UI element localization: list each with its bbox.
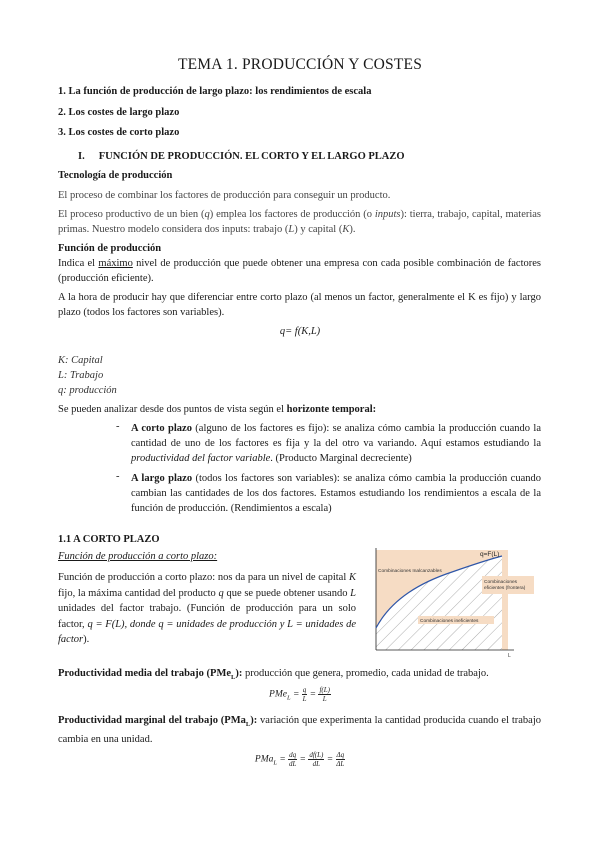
pme-definition: Productividad media del trabajo (PMe$_L$): producción que genera, promedio, cada unidad de trabajo. — [58, 668, 489, 682]
bullet-short-run: A corto plazo (alguno de los factores es fijo): se analiza cómo cambia la producción cuando la cantidad de uno de los factores es fija y la del otro va variando. Aquí estamos estudiando la productividad del factor variable. (Producto Marginal decreciente) — [131, 423, 541, 464]
toc-item-2: 2. Los costes de largo plazo — [58, 107, 180, 118]
pma-frac-2: $\frac{df(L)}{dL}$ — [309, 751, 324, 768]
label-ineficientes: Combinaciones ineficientes — [420, 619, 479, 624]
pme-frac-2: $\frac{f(L)}{L}$ — [319, 686, 330, 703]
pme-formula: PMe$_L$ = $\frac{q}{L}$ = $\frac{f(L)}{L}$ — [269, 686, 330, 703]
prodfn-heading: Función de producción — [58, 243, 162, 254]
bullet-dash-2: - — [116, 471, 120, 482]
horizon-intro: Se pueden analizar desde dos puntos de vista según el horizonte temporal: — [58, 404, 377, 415]
section-number: I. — [78, 151, 85, 162]
pma-formula: PMa$_L$ = $\frac{dq}{dL}$ = $\frac{df(L)}{dL}$ = $\frac{\Delta q}{\Delta L}$ — [254, 751, 345, 768]
variable-list — [58, 353, 117, 398]
label-inalcanzables: Combinaciones Inalcanzables — [378, 569, 442, 574]
shortrun-heading: 1.1 A CORTO PLAZO — [58, 534, 160, 545]
page-title: TEMA 1. PRODUCCIÓN Y COSTES — [177, 56, 423, 73]
pma-frac-1: $\frac{dq}{dL}$ — [288, 751, 297, 768]
toc-item-1: 1. La función de producción de largo plazo: los rendimientos de escala — [58, 86, 372, 97]
section-title: FUNCIÓN DE PRODUCCIÓN. EL CORTO Y EL LARGO PLAZO — [98, 151, 405, 162]
curve-label: q=F(L) — [480, 551, 500, 558]
section-heading — [78, 151, 419, 162]
tech-heading: Tecnología de producción — [58, 170, 173, 181]
tech-paragraph-2: El proceso productivo de un bien (q) emplea los factores de producción (o inputs): tierra, trabajo, capital, materias primas. Nuestro modelo considera dos inputs: trabajo (L) y capital (K). — [58, 209, 542, 235]
label-eficientes-box — [482, 576, 534, 594]
shortrun-paragraph: Función de producción a corto plazo: nos da para un nivel de capital K fijo, la máxima cantidad del producto q que se puede obtener usando L unidades del factor trabajo. (Función de producción para un solo factor, q = F(L), donde q = unidades de producción y L = unidades de factor). — [58, 572, 357, 645]
production-function-diagram — [362, 546, 542, 658]
label-eficientes: Combinaciones eficientes (frontera) — [484, 580, 526, 591]
pma-frac-3: $\frac{\Delta q}{\Delta L}$ — [336, 751, 345, 768]
prodfn-paragraph-2: A la hora de producir hay que diferenciar entre corto plazo (al menos un factor, generalmente el K es fijo) y largo plazo (todos los factores son variables). — [58, 292, 541, 318]
var-produccion: q: producción — [58, 385, 117, 396]
shortrun-subheading: Función de producción a corto plazo: — [58, 551, 218, 562]
var-trabajo: L: Trabajo — [58, 370, 104, 381]
toc-item-3: 3. Los costes de corto plazo — [58, 127, 180, 138]
bullet-long-run: A largo plazo (todos los factores son variables): se analiza cómo cambia la producción cuando cambian las cantidades de los dos factores. Estamos estudiando los rendimientos a escala de la función de producción. (Rendimientos a escala) — [131, 473, 541, 514]
bullet-dash-1: - — [116, 421, 120, 432]
production-formula: q= f(K,L) — [279, 326, 321, 337]
x-axis-label: L — [508, 653, 511, 658]
pma-definition: Productividad marginal del trabajo (PMa$_L$): variación que experimenta la cantidad producida cuando el trabajo cambia en una unidad. — [58, 715, 541, 745]
tech-paragraph-1: El proceso de combinar los factores de producción para conseguir un producto. — [58, 190, 391, 201]
pme-frac-1: $\frac{q}{L}$ — [302, 686, 307, 703]
prodfn-paragraph-1: Indica el máximo nivel de producción que puede obtener una empresa con cada posible combinación de factores (producción eficiente). — [58, 258, 542, 284]
var-capital: K: Capital — [58, 355, 103, 366]
